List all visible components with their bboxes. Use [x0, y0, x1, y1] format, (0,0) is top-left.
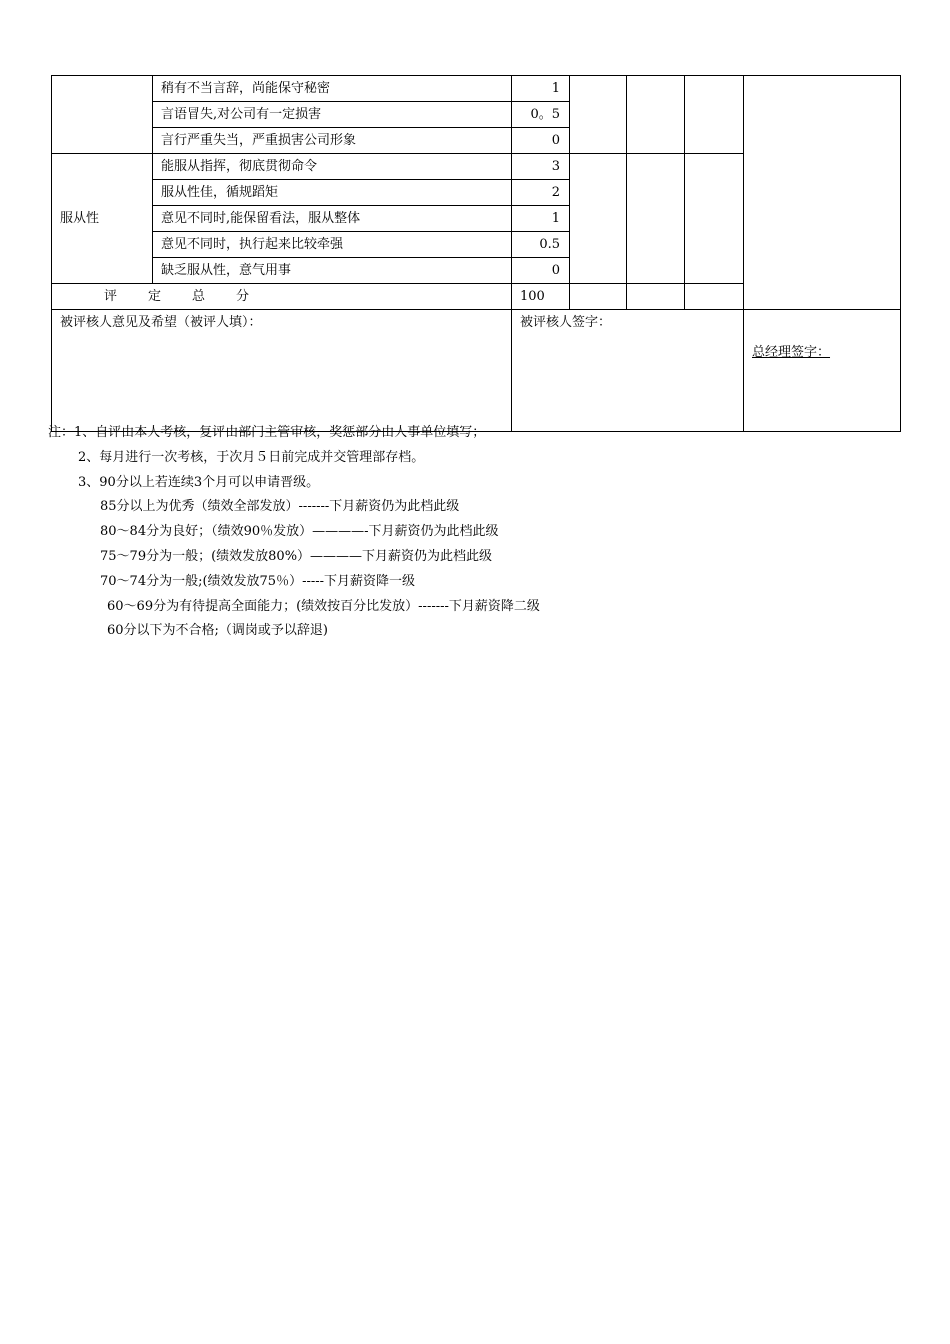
- note-line: 注：1、自评由本人考核，复评由部门主管审核，奖惩部分由人事单位填写；: [48, 425, 486, 440]
- criteria-desc: 能服从指挥，彻底贯彻命令: [153, 154, 512, 180]
- evaluation-table: [51, 75, 901, 432]
- note-line: 2、每月进行一次考核，于次月５日前完成并交管理部存档。: [78, 449, 425, 465]
- criteria-score: 1: [512, 76, 570, 102]
- criteria-desc: 稍有不当言辞，尚能保守秘密: [153, 76, 512, 102]
- note-line: 60分以下为不合格;（调岗或予以辞退): [107, 623, 328, 639]
- total-label-char: 定: [148, 288, 162, 304]
- appraisee-opinion-label: 被评核人意见及希望（被评人填）：: [60, 315, 262, 330]
- remarks-cell[interactable]: [744, 76, 901, 310]
- criteria-desc: 意见不同时,能保留看法，服从整体: [153, 206, 512, 232]
- review-score-cell[interactable]: [627, 154, 685, 284]
- criteria-desc: 服从性佳，循规蹈矩: [153, 180, 512, 206]
- self-score-cell[interactable]: [570, 154, 627, 284]
- category-cell-empty: [52, 76, 153, 154]
- criteria-score: 0。5: [512, 102, 570, 128]
- total-label-char: 评: [104, 288, 118, 304]
- gm-signature-field[interactable]: [744, 310, 901, 432]
- category-obedience: 服从性: [52, 154, 153, 284]
- signature-row: [52, 310, 901, 432]
- criteria-score: 3: [512, 154, 570, 180]
- note-line: 75～79分为一般；(绩效发放80%）————下月薪资仍为此档此级: [100, 548, 493, 564]
- criteria-desc: 缺乏服从性，意气用事: [153, 258, 512, 284]
- criteria-desc: 言行严重失当，严重损害公司形象: [153, 128, 512, 154]
- note-line: 60～69分为有待提高全面能力；(绩效按百分比发放）-------下月薪资降二级: [107, 598, 540, 614]
- total-review-cell[interactable]: [627, 284, 685, 310]
- criteria-desc: 意见不同时，执行起来比较牵强: [153, 232, 512, 258]
- self-score-cell[interactable]: [570, 76, 627, 154]
- final-score-cell[interactable]: [685, 154, 744, 284]
- gm-signature-label: 总经理签字：: [752, 345, 831, 360]
- criteria-score: 0: [512, 128, 570, 154]
- table-row: [52, 76, 901, 102]
- total-label-char: 分: [236, 288, 250, 304]
- review-score-cell[interactable]: [627, 76, 685, 154]
- criteria-score: 0.5: [512, 232, 570, 258]
- appraisee-opinion-field[interactable]: [52, 310, 512, 432]
- criteria-desc: 言语冒失,对公司有一定损害: [153, 102, 512, 128]
- appraisee-signature-field[interactable]: [512, 310, 744, 432]
- criteria-score: 2: [512, 180, 570, 206]
- total-final-cell[interactable]: [685, 284, 744, 310]
- note-line: 3、90分以上若连续3个月可以申请晋级。: [78, 474, 320, 490]
- note-line: 80～84分为良好；（绩效90％发放）————-下月薪资仍为此档此级: [100, 524, 499, 540]
- total-value: 100: [512, 284, 570, 310]
- criteria-score: 0: [512, 258, 570, 284]
- total-self-cell[interactable]: [570, 284, 627, 310]
- total-label-char: 总: [192, 288, 206, 304]
- notes-section: [48, 421, 908, 644]
- criteria-score: 1: [512, 206, 570, 232]
- total-label: [52, 284, 512, 310]
- appraisee-signature-label: 被评核人签字：: [520, 315, 612, 330]
- note-line: 70～74分为一般;(绩效发放75％）-----下月薪资降一级: [100, 573, 416, 589]
- note-line: 85分以上为优秀（绩效全部发放）-------下月薪资仍为此档此级: [100, 499, 460, 515]
- final-score-cell[interactable]: [685, 76, 744, 154]
